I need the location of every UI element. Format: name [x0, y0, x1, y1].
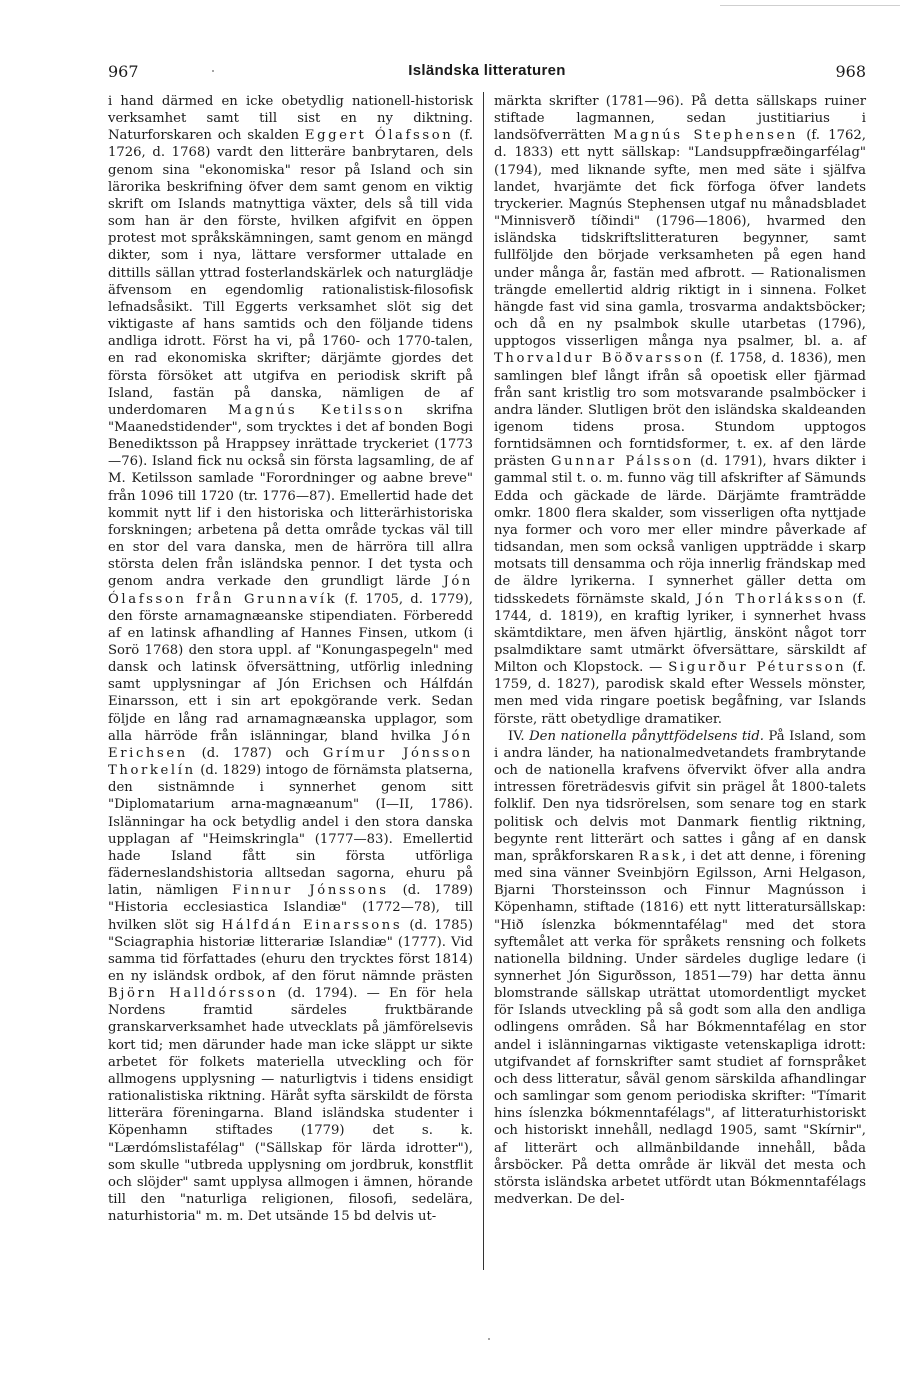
- person-name: Eggert Ólafsson: [304, 128, 454, 144]
- running-header: [108, 62, 866, 84]
- scan-speck: [488, 1338, 490, 1340]
- person-name: Grímur Jónsson Thorkelín: [108, 745, 474, 779]
- person-name: Jón Erichsen: [108, 728, 473, 761]
- person-name: Jón Ólafsson från Grunnavík: [108, 574, 473, 607]
- scan-speck: [212, 70, 214, 72]
- person-name: Sigurður Pétursson: [668, 660, 847, 676]
- person-name: Magnús Ketilsson: [228, 402, 406, 418]
- section-heading: Den nationella pånyttfödelsens tid.: [529, 728, 764, 744]
- person-name: Thorvaldur Böðvarsson: [494, 351, 706, 367]
- person-name: Rask: [638, 848, 682, 864]
- left-column: [108, 93, 473, 1225]
- scan-edge-rule: [720, 5, 900, 6]
- person-name: Hálfdán Einarssons: [221, 917, 403, 933]
- running-title: Isländska litteraturen: [408, 62, 566, 79]
- page-number-left: 967: [108, 62, 139, 81]
- page-number-right: 968: [835, 62, 866, 81]
- section-number: IV.: [508, 728, 530, 744]
- column-divider: [483, 92, 484, 1270]
- person-name: Gunnar Pálsson: [551, 454, 694, 470]
- person-name: Finnur Jónssons: [232, 883, 389, 899]
- person-name: Björn Halldórsson: [108, 986, 279, 1002]
- person-name: Magnús Stephensen: [613, 128, 798, 144]
- section-iv-paragraph: IV. Den nationella pånyttfödelsens tid. På Island, som i andra länder, ha nationalmedvetandets frambrytande och de nationella krafvens öfvervikt öfver alla andra intressen företrädesvis gifvit sin prägel åt 1800-talets folklif. Den nya tidsrörelsen, som senare tog en stark politisk och delvis mot Danmark fientlig riktning, begynte rent litterärt och sattes i gång af en dansk man, språkforskaren Rask, i det att denne, i förening med sina vänner Sveinbjörn Egilsson, Arni Helgason, Bjarni Thorsteinsson och Finnur Magnússon i Köpenhamn, stiftade (1816) ett nytt litteratursällskap: "Hið íslenzka bókmenntafélag" med det stora syftemålet att verka för språkets rensning och folkets nationella bildning. Under särdeles duglige ledare (i synnerhet Jón Sigurðsson, 1851—79) har detta ännu blomstrande sällskap uträttat utomordentligt mycket för Islands utveckling på så godt som alla den andliga odlingens områden. Så har Bókmenntafélag en stor andel i islänningarnas viktigaste vetenskapliga idrott: utgifvandet af fornskrifter samt studiet af fornspråket och dess litteratur, såväl genom särskilda afhandlingar och samlingar som genom periodiska skrifter: "Tímarit hins íslenzka bókmenntafélags", af litteraturhistoriskt och historiskt innehåll, nedlagd 1905, samt "Skírnir", af litterärt och allmänbildande innehåll, båda årsböcker. På detta område är likväl det mesta och största isländska arbetet utfördt utan Bókmenntafélags medverkan. De del-: [494, 728, 866, 1207]
- left-column-text: i hand därmed en icke obetydlig nationell-historisk verksamhet samt till sist en ny diktning. Naturforskaren och skalden Eggert Ólafsson (f. 1726, d. 1768) vardt den litteräre banbrytaren, dels genom sina "ekonomiska" resor på Island och sin lärorika beskrifning öfver dem samt genom en viktig skrift om Islands matnyttiga växter, dels så till vida som han är den förste, hvilken afgifvit en öppen protest mot språkskämningen, samt genom en mängd dikter, som i nya, lättare versformer uttalade en dittills sällan yttrad fosterlandskärlek och naturglädje äfvensom en egendomlig rationalistisk-filosofisk lefnadsåsikt. Till Eggerts verksamhet slöt sig det viktigaste af hans samtids och den följande tidens andliga idrott. Först ha vi, på 1760- och 1770-talen, en rad ekonomiska skrifter; därjämte gjordes det första försöket att utgifva en periodisk skrift på Island, fastän på danska, nämligen de af underdomaren Magnús Ketilsson skrifna "Maanedstidender", som trycktes i det af bonden Bogi Benediktsson på Hrappsey inrättade tryckeriet (1773—76). Island fick nu också sin första lagsamling, de af M. Ketilsson samlade "Forordninger og aabne breve" från 1096 till 1720 (tr. 1776—87). Emellertid hade det kommit nytt lif i den historiska och litterärhistoriska forskningen; arbetena på detta område tyckas väl till en stor del vara danska, men de härröra till allra största delen från isländska pennor. I det tysta och genom andra verkade den grundligt lärde Jón Ólafsson från Grunnavík (f. 1705, d. 1779), den förste arnamagnæanske stipendiaten. Förberedd af en latinsk afhandling af Hannes Finsen, utkom (i Sorö 1768) den stora uppl. af "Konungaspegeln" med dansk och latinsk öfversättning, utförlig inledning samt upplysningar af Jón Erichsen och Hálfdán Einarsson, ett i sin art epokgörande verk. Sedan följde en lång rad arnamagnæanska upplagor, som alla härröde från islänningar, bland hvilka Jón Erichsen (d. 1787) och Grímur Jónsson Thorkelín (d. 1829) intogo de förnämsta platserna, den sistnämnde i synnerhet genom sitt "Diplomatarium arna-magnæanum" (I—II, 1786). Islänningar ha ock betydlig andel i den stora danska upplagan af "Heimskringla" (1777—83). Emellertid hade Island fått sin första utförliga fäderneslandshistoria alltsedan sagorna, ehuru på latin, nämligen Finnur Jónssons (d. 1789) "Historia ecclesiastica Islandiæ" (1772—78), till hvilken slöt sig Hálfdán Einarssons (d. 1785) "Sciagraphia historiæ litterariæ Islandiæ" (1777). Vid samma tid författades (ehuru den trycktes först 1814) en ny isländsk ordbok, af den förut nämnde prästen Björn Halldórsson (d. 1794). — En för hela Nordens framtid särdeles fruktbärande granskarverksamhet hade utvecklats på jämförelsevis kort tid; men därunder hade man icke släppt ur sikte arbetet för folkets materiella utveckling och för allmogens upplysning — naturligtvis i tidens ensidigt rationalistiska riktning. Häråt syfta särskildt de första litterära föreningarna. Bland isländska studenter i Köpenhamn stiftades (1779) det s. k. "Lærdómslistafélag" ("Sällskap för lärda idrotter"), som skulle "utbreda upplysning om jordbruk, konstflit och slöjder" samt upplysa allmogen i ämnen, hörande till den "naturliga religionen, filosofi, sedelära, naturhistoria" m. m. Det utsände 15 bd delvis ut-: [108, 94, 474, 1225]
- right-column-text-part1: märkta skrifter (1781—96). På detta sällskaps ruiner stiftade lagmannen, sedan justitiarius i landsöfverrätten Magnús Stephensen (f. 1762, d. 1833) ett nytt sällskap: "Landsuppfræðingarfélag" (1794), med liknande syfte, men med säte i själfva landet, hvarjämte det fick förfoga öfver landets tryckerier. Magnús Stephensen utgaf nu månadsbladet "Minnisverð tíðindi" (1796—1806), hvarmed den isländska tidskriftslitteraturen begynner, samt fullföljde den började verksamheten på egen hand under många år, fastän med afbrott. — Rationalismen trängde emellertid aldrig riktigt in i sinnena. Folket hängde fast vid sina gamla, trosvarma andaktsböcker; och då en ny psalmbok skulle utarbetas (1796), upptogos visserligen många nya psalmer, bl. a. af Thorvaldur Böðvarsson (f. 1758, d. 1836), men samlingen blef långt ifrån så opoetisk eller fjärmad från sant kristlig tro som motsvarande psalmböcker i andra länder. Slutligen bröt den isländska skaldeanden igenom tidens prosa. Stundom upptogos forntidsämnen och forntidsformer, t. ex. af den lärde prästen Gunnar Pálsson (d. 1791), hvars dikter i gammal stil t. o. m. funno väg till afskrifter af Sämunds Edda och gäckade de lärde. Därjämte framträdde omkr. 1800 flera skalder, som visserligen ofta nyttjade nya former och voro mer eller mindre påverkade af tidsandan, men som också vanligen uppträdde i skarp motsats till densamma och röja innerlig frändskap med de äldre lyrikerna. I synnerhet gäller detta om tidsskedets förnämste skald, Jón Thorláksson (f. 1744, d. 1819), en kraftig lyriker, i synnerhet hvass skämtdiktare, men äfven hjärtlig, änskönt något torr psalmdiktare samt utmärkt öfversättare, särskildt af Milton och Klopstock. — Sigurður Pétursson (f. 1759, d. 1827), parodisk skald efter Wessels mönster, men med vida ringare poetisk begåfning, var Islands förste, rätt obetydlige dramatiker.: [494, 94, 867, 727]
- person-name: Jón Thorláksson: [696, 591, 846, 607]
- right-column: [494, 93, 866, 1208]
